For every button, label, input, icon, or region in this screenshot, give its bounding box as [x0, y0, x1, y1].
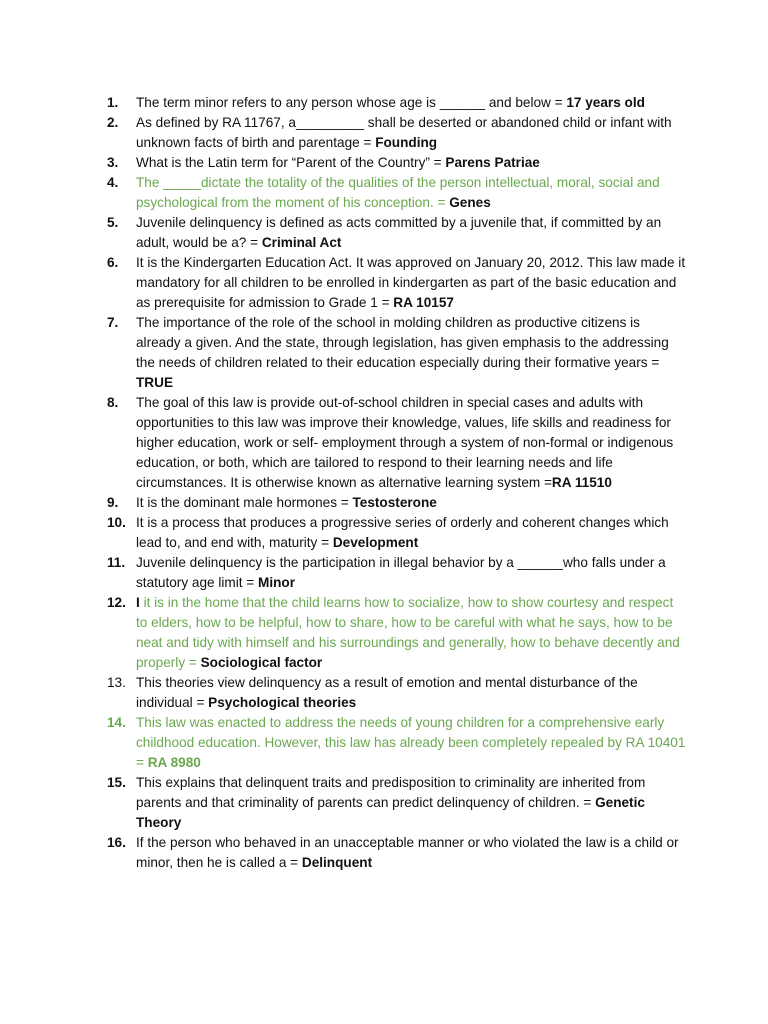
list-item — [107, 673, 687, 713]
list-item — [107, 113, 687, 153]
item-lead: I — [136, 595, 144, 610]
item-number: 15. — [107, 775, 126, 790]
list-item — [107, 313, 687, 393]
item-text: The importance of the role of the school in molding children as productive citizens is already a given. And the state, through legislation, has given emphasis to the addressing the needs of children related to their education especially during their formative years = — [136, 315, 669, 370]
item-text: Juvenile delinquency is the participation in illegal behavior by a ______who falls under a statutory age limit = — [136, 555, 666, 590]
item-text: It is a process that produces a progressive series of orderly and coherent changes which lead to, and end with, maturity = — [136, 515, 669, 550]
item-number: 16. — [107, 835, 126, 850]
list-item — [107, 213, 687, 253]
item-answer: RA 10157 — [393, 295, 454, 310]
item-text: The _____dictate the totality of the qualities of the person intellectual, moral, social and psychological from the moment of his conception. = — [136, 175, 660, 210]
item-number: 4. — [107, 175, 119, 190]
item-body — [136, 393, 687, 493]
item-answer: Minor — [258, 575, 296, 590]
item-text: This explains that delinquent traits and predisposition to criminality are inherited from parents and that criminality of parents can predict delinquency of children. = — [136, 775, 646, 810]
item-number: 7. — [107, 315, 119, 330]
item-body — [136, 593, 687, 673]
list-item — [107, 493, 687, 513]
item-number: 11. — [107, 555, 126, 570]
item-number: 9. — [107, 495, 119, 510]
item-answer: Psychological theories — [208, 695, 357, 710]
item-answer: Testosterone — [352, 495, 437, 510]
item-body — [136, 833, 687, 873]
item-answer: Parens Patriae — [445, 155, 540, 170]
item-text: If the person who behaved in an unacceptable manner or who violated the law is a child or minor, then he is called a = — [136, 835, 679, 870]
question-list — [107, 93, 687, 873]
list-item — [107, 773, 687, 833]
item-answer: RA 11510 — [551, 475, 612, 490]
list-item — [107, 253, 687, 313]
item-body — [136, 213, 687, 253]
item-text: As defined by RA 11767, a_________ shall be deserted or abandoned child or infant with unknown facts of birth and parentage = — [136, 115, 672, 150]
list-item — [107, 713, 687, 773]
item-body — [136, 773, 687, 833]
list-item — [107, 593, 687, 673]
item-text: This theories view delinquency as a result of emotion and mental disturbance of the individual = — [136, 675, 638, 710]
item-body — [136, 673, 687, 713]
item-number: 6. — [107, 255, 119, 270]
item-body — [136, 553, 687, 593]
item-answer: Development — [332, 535, 419, 550]
list-item — [107, 553, 687, 593]
item-body — [136, 93, 687, 113]
list-item — [107, 513, 687, 553]
item-body — [136, 713, 687, 773]
item-body — [136, 113, 687, 153]
item-answer: Sociological factor — [200, 655, 323, 670]
item-text: The term minor refers to any person whose age is ______ and below = — [136, 95, 567, 110]
list-item — [107, 393, 687, 493]
item-text: It is the dominant male hormones = — [136, 495, 353, 510]
item-body — [136, 153, 687, 173]
item-text: The goal of this law is provide out-of-school children in special cases and adults with opportunities to this law was improve their knowledge, values, life skills and readiness for higher education, work or self- employment through a system of non-formal or indigenous education, or both, which are tailored to respond to their learning needs and life circumstances. It is otherwise known as alternative learning system = — [136, 395, 674, 490]
item-answer: Delinquent — [301, 855, 373, 870]
item-answer: Criminal Act — [261, 235, 342, 250]
item-body — [136, 513, 687, 553]
item-number: 13. — [107, 675, 126, 690]
item-number: 1. — [107, 95, 119, 110]
list-item — [107, 173, 687, 213]
item-text: Juvenile delinquency is defined as acts committed by a juvenile that, if committed by an adult, would be a? = — [136, 215, 662, 250]
item-body — [136, 173, 687, 213]
item-number: 5. — [107, 215, 119, 230]
item-number: 2. — [107, 115, 119, 130]
item-body — [136, 493, 687, 513]
item-text: it is in the home that the child learns how to socialize, how to show courtesy and respect to elders, how to be helpful, how to share, how to be careful with what he says, how to be neat and tidy with himself and his surroundings and generally, how to behave decently and properly = — [136, 595, 680, 670]
list-item — [107, 833, 687, 873]
item-text: This law was enacted to address the needs of young children for a comprehensive early childhood education. However, this law has already been completely repealed by RA 10401 = — [136, 715, 686, 770]
item-number: 8. — [107, 395, 119, 410]
item-body — [136, 313, 687, 393]
item-number: 14. — [107, 715, 126, 730]
item-text: It is the Kindergarten Education Act. It was approved on January 20, 2012. This law made it mandatory for all children to be enrolled in kindergarten as part of the basic education and as prerequisite for admission to Grade 1 = — [136, 255, 686, 310]
item-answer: Founding — [375, 135, 438, 150]
item-body — [136, 253, 687, 313]
item-text: What is the Latin term for “Parent of the Country” = — [136, 155, 446, 170]
item-answer: TRUE — [136, 375, 174, 390]
item-number: 12. — [107, 595, 126, 610]
item-answer: 17 years old — [566, 95, 645, 110]
item-number: 10. — [107, 515, 126, 530]
item-number: 3. — [107, 155, 119, 170]
list-item — [107, 153, 687, 173]
item-answer: Genes — [449, 195, 491, 210]
item-answer: Genetic Theory — [136, 795, 645, 830]
item-answer: RA 8980 — [147, 755, 201, 770]
list-item — [107, 93, 687, 113]
